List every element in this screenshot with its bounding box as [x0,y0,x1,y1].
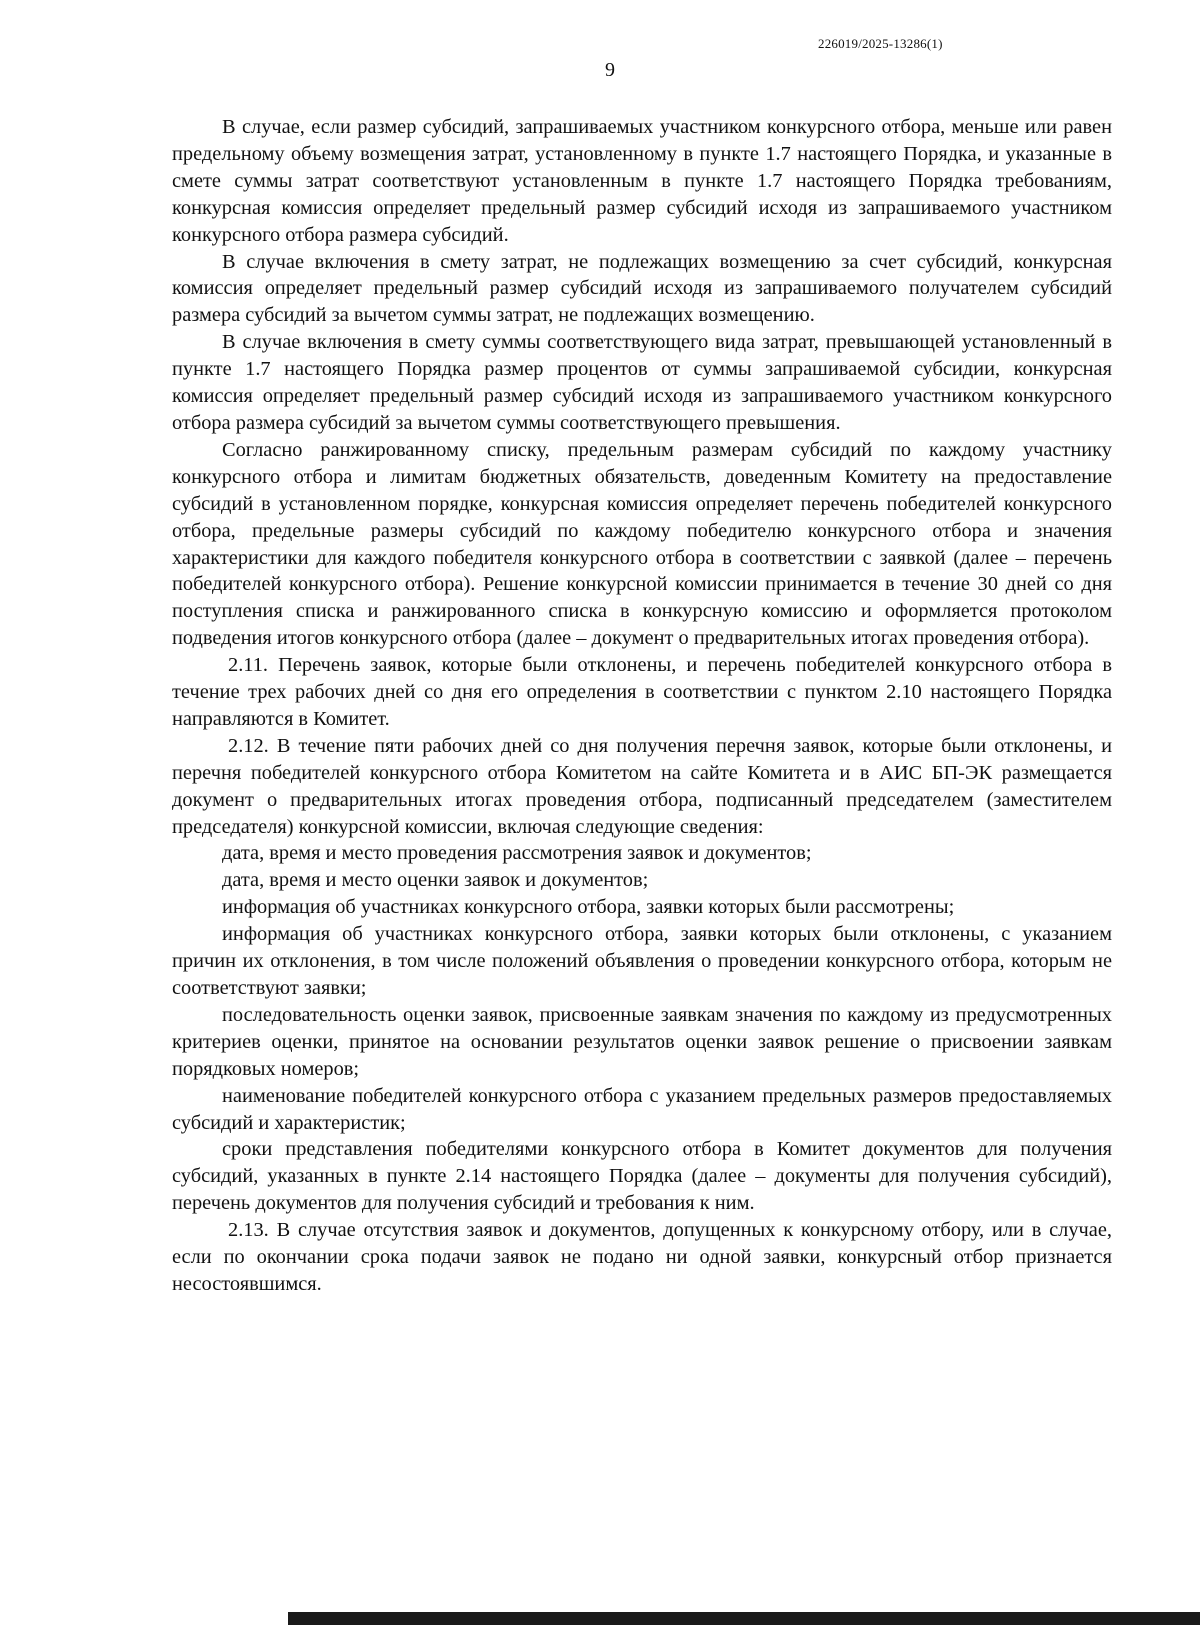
document-registration-number: 226019/2025-13286(1) [818,36,943,51]
list-item: последовательность оценки заявок, присвоенные заявкам значения по каждому из предусмотренных критериев оценки, принятое на основании результатов оценки заявок решение о присвоении заявкам порядковых номеров; [172,1003,1112,1080]
page-number: 9 [605,59,615,81]
paragraph: В случае включения в смету затрат, не подлежащих возмещению за счет субсидий, конкурсная комиссия определяет предельный размер субсидий исходя из запрашиваемого получателем субсидий размера субсидий за вычетом суммы затрат, не подлежащих возмещению. [172,250,1112,327]
paragraph: В случае включения в смету суммы соответствующего вида затрат, превышающей установленный в пункте 1.7 настоящего Порядка размер процентов от суммы запрашиваемой субсидии, конкурсная комиссия определяет предельный размер субсидий исходя из запрашиваемого участником конкурсного отбора размера субсидий за вычетом суммы соответствующего превышения. [172,331,1112,434]
list-item: информация об участниках конкурсного отбора, заявки которых были рассмотрены; [222,896,955,919]
list-item: дата, время и место оценки заявок и документов; [222,869,649,892]
scan-bottom-edge [288,1612,1200,1625]
list-item: наименование победителей конкурсного отбора с указанием предельных размеров предоставляемых субсидий и характеристик; [172,1084,1112,1134]
paragraph-clause-2-13: 2.13. В случае отсутствия заявок и документов, допущенных к конкурсному отбору, или в случае, если по окончании срока подачи заявок не подано ни одной заявки, конкурсный отбор признается несостоявшимся. [172,1219,1112,1295]
paragraph: Согласно ранжированному списку, предельным размерам субсидий по каждому участнику конкурсного отбора и лимитам бюджетных обязательств, доведенным Комитету на предоставление субсидий в установленном порядке, конкурсная комиссия определяет перечень победителей конкурсного отбора, предельные размеры субсидий по каждому победителю конкурсного отбора и значения характеристики для каждого победителя конкурсного отбора в соответствии с заявкой (далее – перечень победителей конкурсного отбора). Решение конкурсной комиссии принимается в течение 30 дней со дня поступления списка и ранжированного списка в конкурсную комиссию и оформляется протоколом подведения итогов конкурсного отбора (далее – документ о предварительных итогах проведения отбора). [172,438,1112,650]
list-item: сроки представления победителями конкурсного отбора в Комитет документов для получения субсидий, указанных в пункте 2.14 настоящего Порядка (далее – документы для получения субсидий), перечень документов для получения субсидий и требования к ним. [172,1138,1112,1215]
paragraph: В случае, если размер субсидий, запрашиваемых участником конкурсного отбора, меньше или равен предельному объему возмещения затрат, установленному в пункте 1.7 настоящего Порядка, и указанные в смете суммы затрат соответствуют установленным в пункте 1.7 настоящего Порядка требованиям, конкурсная комиссия определяет предельный размер субсидий исходя из запрашиваемого участником конкурсного отбора размера субсидий. [172,116,1112,246]
paragraph-clause-2-11: 2.11. Перечень заявок, которые были отклонены, и перечень победителей конкурсного отбора в течение трех рабочих дней со дня его определения в соответствии с пунктом 2.10 настоящего Порядка направляются в Комитет. [172,654,1112,730]
paragraph-clause-2-12: 2.12. В течение пяти рабочих дней со дня получения перечня заявок, которые были отклонены, и перечня победителей конкурсного отбора Комитетом на сайте Комитета и в АИС БП-ЭК размещается документ о предварительных итогах проведения отбора, подписанный председателем (заместителем председателя) конкурсной комиссии, включая следующие сведения: [172,734,1112,838]
list-item: дата, время и место проведения рассмотрения заявок и документов; [222,842,812,865]
document-body [172,114,1112,1298]
list-item: информация об участниках конкурсного отбора, заявки которых были отклонены, с указанием причин их отклонения, в том числе положений объявления о проведении конкурсного отбора, которым не соответствуют заявки; [172,923,1112,999]
